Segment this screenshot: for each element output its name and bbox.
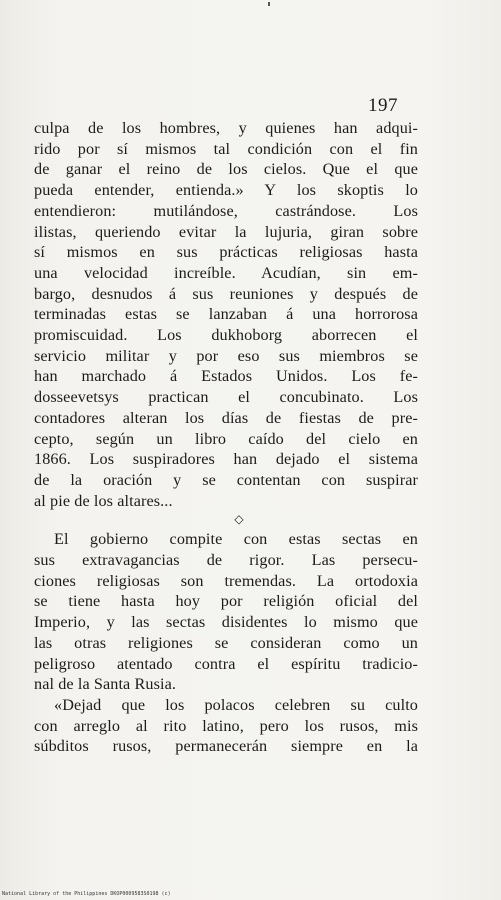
text-line: ilistas, queriendo evitar la lujuria, giran sobre: [34, 222, 418, 241]
scan-mark: [268, 2, 270, 6]
text-line: 1866. Los suspiradores han dejado el sistema: [34, 450, 418, 469]
text-line: las otras religiones se consideran como un: [34, 633, 418, 652]
text-line: al pie de los altares...: [34, 491, 173, 510]
text-line: pueda entender, entienda.» Y los skoptis lo: [34, 181, 418, 200]
text-line: El gobierno compite con estas sectas en: [54, 530, 418, 549]
text-line: servicio militar y por eso sus miembros se: [34, 346, 418, 365]
text-line: Imperio, y las sectas disidentes lo mismo que: [34, 613, 418, 632]
text-line: entendieron: mutilándose, castrándose. Los: [34, 201, 418, 220]
section-ornament: ◇: [234, 512, 244, 527]
text-line: «Dejad que los polacos celebren su culto: [54, 695, 418, 714]
body-text: [34, 118, 418, 757]
text-line: ciones religiosas son tremendas. La ortodoxia: [34, 571, 418, 590]
text-line: de la oración y se contentan con suspirar: [34, 470, 418, 489]
text-line: culpa de los hombres, y quienes han adqui-: [34, 119, 418, 137]
text-line: dosseevetsys practican el concubinato. Los: [34, 388, 418, 407]
text-line: bargo, desnudos á sus reuniones y después de: [34, 284, 418, 303]
text-line: nal de la Santa Rusia.: [34, 675, 177, 694]
text-line: rido por sí mismos tal condición con el fin: [34, 139, 418, 158]
page-number: 197: [368, 95, 398, 116]
text-line: se tiene hasta hoy por religión oficial del: [34, 592, 418, 611]
text-line: terminadas estas se lanzaban á una horrorosa: [34, 305, 418, 324]
paragraph-3: [34, 695, 418, 757]
text-line: contadores alteran los días de fiestas de pre-: [34, 408, 418, 427]
text-line: promiscuidad. Los dukhoborg aborrecen el: [34, 326, 418, 345]
text-line: sí mismos en sus prácticas religiosas hasta: [34, 243, 418, 262]
text-line: peligroso atentado contra el espíritu tradicio-: [34, 654, 418, 673]
text-line: sus extravagancias de rigor. Las persecu-: [34, 551, 418, 570]
paragraph-1: [34, 118, 418, 511]
text-line: una velocidad increíble. Acudían, sin em-: [34, 263, 418, 282]
text-line: han marchado á Estados Unidos. Los fe-: [34, 367, 418, 386]
text-line: de ganar el reino de los cielos. Que el que: [34, 160, 418, 179]
text-line: cepto, según un libro caído del cielo en: [34, 429, 418, 448]
paragraph-2: [34, 529, 418, 695]
library-watermark: National Library of the Philippines DKOP0009583S0198 (c): [2, 891, 171, 897]
text-line: con arreglo al rito latino, pero los rusos, mis: [34, 716, 418, 735]
text-line: súbditos rusos, permanecerán siempre en la: [34, 737, 418, 756]
